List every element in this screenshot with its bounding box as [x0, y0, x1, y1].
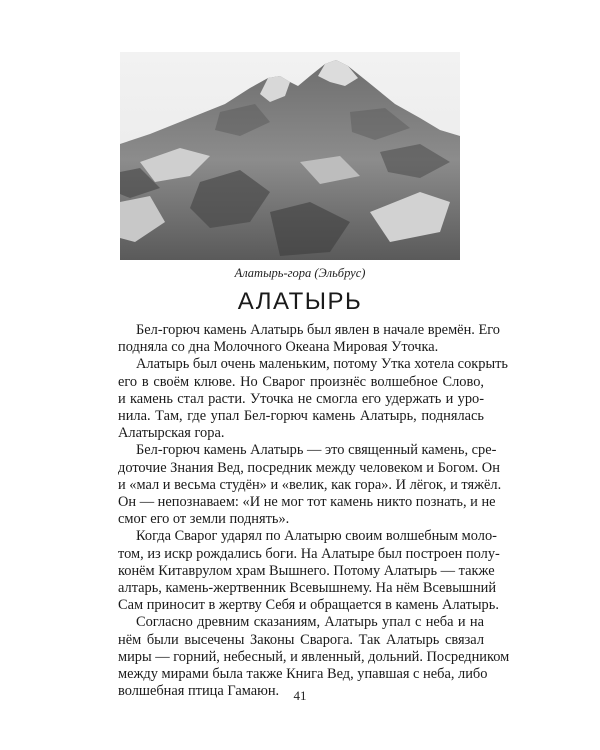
- text-line: Сам приносит в жертву Себя и обращается в камень Алатырь.: [118, 597, 499, 614]
- text-line: нила. Там, где упал Бел-горюч камень Алатырь, поднялась: [118, 408, 484, 425]
- text-line: подняла со дна Молочного Океана Мировая Уточка.: [118, 339, 439, 356]
- text-line: нём были высечены Законы Сварога. Так Алатырь связал: [118, 631, 484, 648]
- chapter-title: АЛАТЫРЬ: [237, 288, 363, 315]
- text-line: между мирами была также Книга Вед, упавшая с неба, либо: [118, 666, 488, 683]
- page-number: 41: [293, 688, 307, 703]
- paragraph: [118, 528, 500, 614]
- text-line: Согласно древним сказаниям, Алатырь упал с неба и на: [136, 614, 484, 631]
- text-line: конём Китаврулом храм Вышнего. Потому Алатырь — также: [118, 562, 495, 579]
- text-line: и камень стал расти. Уточка не смогла его удержать и уро-: [118, 390, 484, 407]
- text-line: волшебная птица Гамаюн.: [118, 683, 280, 700]
- text-line: Бел-горюч камень Алатырь был явлен в начале времён. Его: [136, 322, 500, 338]
- text-line: том, из искр рождались боги. На Алатыре был построен полу-: [118, 545, 500, 562]
- text-line: смог его от земли поднять».: [118, 511, 290, 528]
- paragraph: [118, 442, 502, 528]
- text-line: Когда Сварог ударял по Алатырю своим волшебным моло-: [136, 528, 497, 545]
- text-line: его в своём клюве. Но Сварог произнёс волшебное Слово,: [118, 373, 484, 390]
- text-line: доточие Знания Вед, посредник между человеком и Богом. Он: [118, 459, 500, 476]
- figure-caption: Алатырь-гора (Эльбрус): [234, 266, 366, 280]
- text-line: Алатырская гора.: [118, 425, 225, 442]
- body-text: [118, 322, 510, 700]
- text-line: миры — горний, небесный, и явленный, дольний. Посредником: [118, 648, 510, 665]
- elbrus-illustration: [120, 52, 460, 260]
- text-line: и «мал и весьма студён» и «велик, как гора». И лёгок, и тяжёл.: [118, 476, 502, 493]
- mountain-photo: [120, 52, 460, 260]
- paragraph: [118, 322, 500, 356]
- paragraph: [118, 356, 508, 442]
- text-line: алтарь, камень-жертвенник Всевышнему. На нём Всевышний: [118, 580, 497, 597]
- text-line: Алатырь был очень маленьким, потому Утка хотела сокрыть: [136, 356, 508, 373]
- text-line: Он — непознаваем: «И не мог тот камень никто познать, и не: [118, 494, 496, 511]
- text-line: Бел-горюч камень Алатырь — это священный камень, сре-: [136, 442, 497, 459]
